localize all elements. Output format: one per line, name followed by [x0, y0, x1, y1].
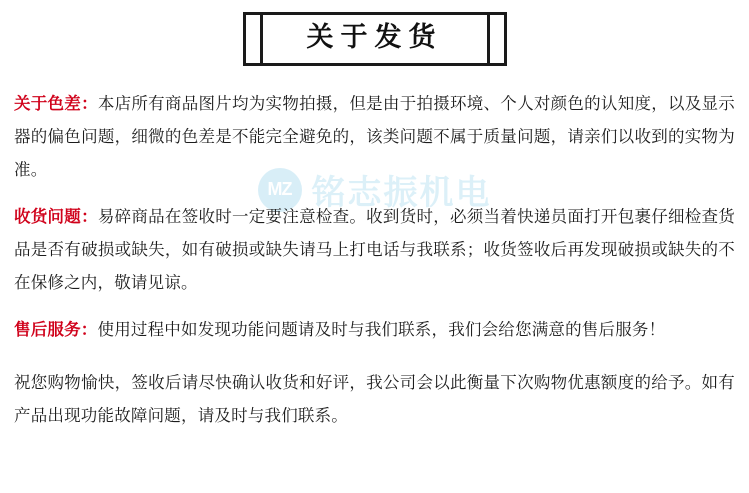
section-after-sales — [14, 314, 735, 347]
section-label: 关于色差： — [14, 94, 98, 113]
closing-body: 祝您购物愉快，签收后请尽快确认收货和好评，我公司会以此衡量下次购物优惠额度的给予。如有产品出现功能故障问题，请及时与我们联系。 — [14, 373, 735, 425]
section-body: 使用过程中如发现功能问题请及时与我们联系，我们会给您满意的售后服务！ — [97, 320, 666, 339]
watermark-logo-icon: MZ — [258, 168, 302, 212]
section-color-difference — [14, 88, 735, 187]
section-body: 易碎商品在签收时一定要注意检查。收到货时，必须当着快递员面打开包裹仔细检查货品是否有破损或缺失，如有破损或缺失请马上打电话与我联系；收货签收后再发现破损或缺失的不在保修之内，敬请见谅。 — [14, 207, 736, 292]
title-banner — [0, 0, 749, 66]
watermark-text: 铭志振机电 — [311, 174, 492, 212]
section-closing — [14, 367, 735, 433]
section-body: 本店所有商品图片均为实物拍摄，但是由于拍摄环境、个人对颜色的认知度，以及显示器的偏色问题，细微的色差是不能完全避免的，该类问题不属于质量问题，请亲们以收到的实物为准。 — [14, 94, 736, 179]
section-receiving-goods — [14, 201, 735, 300]
notice-content — [0, 66, 749, 433]
page-title: 关于发货 — [306, 22, 443, 53]
section-label: 收货问题： — [14, 207, 98, 226]
title-frame — [263, 12, 487, 66]
section-label: 售后服务： — [14, 320, 98, 339]
